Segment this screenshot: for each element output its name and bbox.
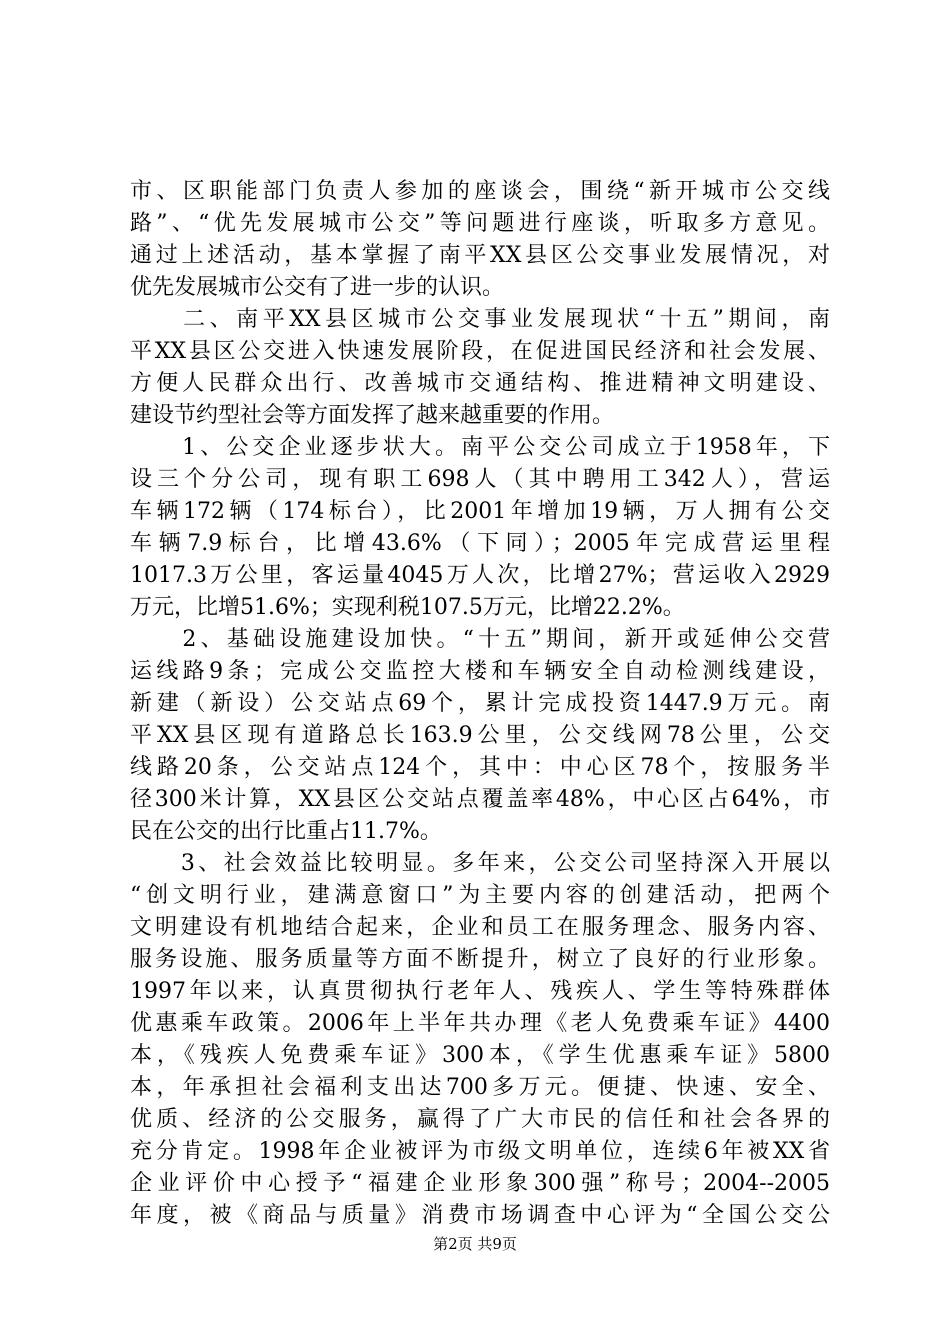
- text-line: 3、社会效益比较明显。多年来，公交公司坚持深入开展以: [130, 851, 830, 876]
- text-line: 平XX县区公交进入快速发展阶段，在促进国民经济和社会发展、: [130, 339, 830, 364]
- text-line: 市、区职能部门负责人参加的座谈会，围绕“新开城市公交线: [130, 179, 830, 204]
- text-line: 径300米计算，XX县区公交站点覆盖率48%，中心区占64%，市: [130, 787, 830, 812]
- text-line: 本，《残疾人免费乘车证》300本，《学生优惠乘车证》5800: [130, 1043, 830, 1068]
- text-line: 1997年以来，认真贯彻执行老年人、残疾人、学生等特殊群体: [130, 979, 830, 1004]
- text-line: 年度，被《商品与质量》消费市场调查中心评为“全国公交公: [130, 1203, 830, 1228]
- page-number-label: 第2页 共9页: [433, 1235, 517, 1253]
- text-line: 运线路9条；完成公交监控大楼和车辆安全自动检测线建设，: [130, 659, 830, 684]
- text-line: 企业评价中心授予“福建企业形象300强”称号；2004--2005: [130, 1171, 830, 1196]
- text-line: 本，年承担社会福利支出达700多万元。便捷、快速、安全、: [130, 1075, 830, 1100]
- text-line: 优质、经济的公交服务，赢得了广大市民的信任和社会各界的: [130, 1107, 830, 1132]
- text-line: 车辆172辆（174标台），比2001年增加19辆，万人拥有公交: [130, 499, 830, 524]
- text-line: “创文明行业，建满意窗口”为主要内容的创建活动，把两个: [130, 883, 830, 908]
- text-line: 方便人民群众出行、改善城市交通结构、推进精神文明建设、: [130, 371, 830, 396]
- text-line: 万元，比增51.6%；实现利税107.5万元，比增22.2%。: [130, 595, 685, 620]
- text-line: 服务设施、服务质量等方面不断提升，树立了良好的行业形象。: [130, 947, 830, 972]
- text-line: 优惠乘车政策。2006年上半年共办理《老人免费乘车证》4400: [130, 1011, 830, 1036]
- body-text: [130, 176, 830, 1232]
- text-line: 车辆7.9标台，比增43.6%（下同）；2005年完成营运里程: [130, 531, 830, 556]
- text-line: 设三个分公司，现有职工698人（其中聘用工342人），营运: [130, 467, 830, 492]
- text-line: 通过上述活动，基本掌握了南平XX县区公交事业发展情况，对: [130, 243, 830, 268]
- text-line: 民在公交的出行比重占11.7%。: [130, 819, 442, 844]
- text-line: 路”、“优先发展城市公交”等问题进行座谈，听取多方意见。: [130, 211, 830, 236]
- text-line: 建设节约型社会等方面发挥了越来越重要的作用。: [130, 403, 615, 428]
- text-line: 优先发展城市公交有了进一步的认识。: [130, 275, 505, 300]
- text-line: 线路20条，公交站点124个，其中：中心区78个，按服务半: [130, 755, 830, 780]
- text-line: 文明建设有机地结合起来，企业和员工在服务理念、服务内容、: [130, 915, 830, 940]
- text-line: 二、南平XX县区城市公交事业发展现状“十五”期间，南: [130, 307, 830, 332]
- text-line: 1017.3万公里，客运量4045万人次，比增27%；营运收入2929: [130, 563, 830, 588]
- text-line: 充分肯定。1998年企业被评为市级文明单位，连续6年被XX省: [130, 1139, 830, 1164]
- text-line: 新建（新设）公交站点69个，累计完成投资1447.9万元。南: [130, 691, 830, 716]
- page-footer: [0, 1234, 950, 1254]
- text-line: 2、基础设施建设加快。“十五”期间，新开或延伸公交营: [130, 627, 830, 652]
- text-line: 1、公交企业逐步状大。南平公交公司成立于1958年，下: [130, 435, 830, 460]
- text-line: 平XX县区现有道路总长163.9公里，公交线网78公里，公交: [130, 723, 830, 748]
